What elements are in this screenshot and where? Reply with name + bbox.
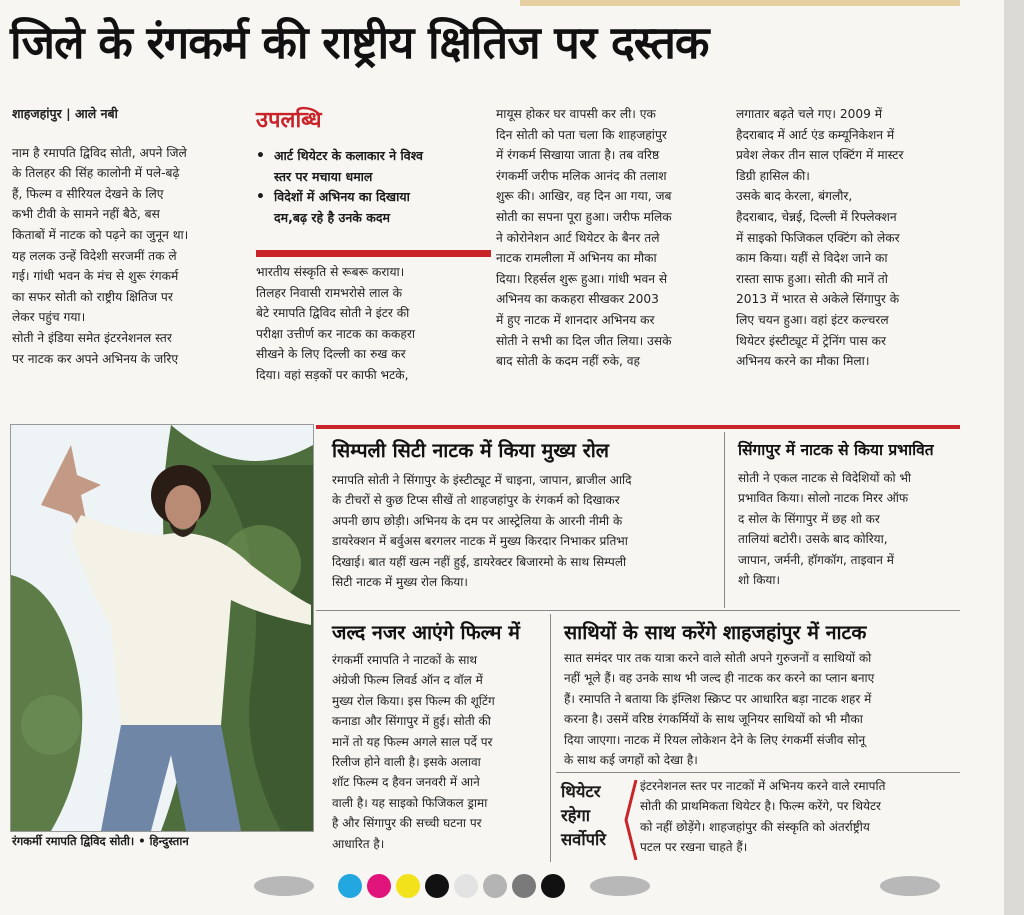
text-line: रमापति सोती ने सिंगापुर के इंस्टीट्यूट में चाइना, जापान, ब्राजील आदि <box>332 473 632 487</box>
text-line: दिया। वहां सड़कों पर काफी भटके, <box>256 367 409 382</box>
text-line: मानें तो यह फिल्म अगले साल पर्दे पर <box>332 734 493 749</box>
simple-city-title: सिम्पली सिटी नाटक में किया मुख्य रोल <box>332 439 609 462</box>
text-line: डायरेक्शन में बर्वुअस बरगलर नाटक में मुख्य किरदार निभाकर प्रतिभा <box>332 534 628 549</box>
text-line: अपनी छाप छोड़ी। अभिनय के दम पर आस्ट्रेलिया के आरनी नीमी के <box>332 513 623 528</box>
section-rule <box>316 425 960 429</box>
text-line: हैदराबाद में आर्ट एंड कम्यूनिकेशन में <box>736 127 895 142</box>
bullet-item: • विदेशों में अभिनय का दिखाया दम,बढ़ रहे है उनके कदम <box>256 189 410 225</box>
bullet-item: • आर्ट थियेटर के कलाकार ने विश्व स्तर पर मचाया धमाल <box>256 148 423 184</box>
singapore-text <box>738 468 911 590</box>
text-line: में रंगकर्म सिखाया जाता है। तब वरिष्ठ <box>496 148 660 163</box>
column-3-text <box>496 104 672 372</box>
text-line: लगातार बढ़ते चले गए। 2009 में <box>736 107 883 121</box>
achievement-title: उपलब्धि <box>256 108 322 133</box>
text-line: को नहीं छोड़ेंगे। शाहजहांपुर की संस्कृति को अंतर्राष्ट्रीय <box>640 819 870 834</box>
text-line: गई। गांधी भवन के मंच से शुरू रंगकर्म <box>12 269 179 284</box>
text-line: तालियां बटोरी। उसके बाद कोरिया, <box>738 532 888 547</box>
text-line: नहीं भूले हैं। वह उनके साथ भी जल्द ही नाटक कर करने का प्लान बनाए <box>564 671 875 686</box>
registration-dot <box>396 874 420 898</box>
registration-dot <box>512 874 536 898</box>
actor-photo <box>10 424 314 832</box>
text-line: मुख्य रोल किया। इस फिल्म की शूटिंग <box>332 693 495 708</box>
film-text <box>332 650 495 854</box>
text-line: शो किया। <box>738 573 781 588</box>
text-line: का सफर सोती को राष्ट्रीय क्षितिज पर <box>12 289 173 304</box>
text-line: में हुए नाटक में शानदार अभिनय कर <box>496 312 655 327</box>
page-edge <box>1004 0 1024 915</box>
simple-city-text <box>332 470 632 592</box>
text-line: नाम है रमापति द्विविद सोती, अपने जिले <box>12 145 187 160</box>
text-line: बाद सोती के कदम नहीं रुके, वह <box>496 354 640 369</box>
text-line: रिलीज होने वाली है। इसके अलावा <box>332 755 481 770</box>
text-line: तिलहर निवासी रामभरोसे लाल के <box>256 285 402 300</box>
text-line: इंटरनेशनल स्तर पर नाटकों में अभिनय करने वाले रमापति <box>640 779 886 793</box>
text-line: दिन सोती को पता चला कि शाहजहांपुर <box>496 127 667 142</box>
text-line: नाटक रामलीला में अभिनय का मौका <box>496 251 657 266</box>
text-line: आधारित है। <box>332 836 385 851</box>
theatre-label: थियेटर रहेगा सर्वोपरि <box>561 782 606 849</box>
text-line: है और सिंगापुर की सच्ची घटना पर <box>332 816 482 831</box>
friends-title: साथियों के साथ करेंगे शाहजहांपुर में नाटक <box>564 621 867 644</box>
text-line: पर नाटक कर अपने अभिनय के जरिए <box>12 351 179 366</box>
text-line: मायूस होकर घर वापसी कर ली। एक <box>496 107 656 121</box>
theatre-quote-text <box>640 776 885 858</box>
text-line: रंगकर्मी रमापति ने नाटकों के साथ <box>332 653 478 667</box>
text-line: हैं। रमापति ने बताया कि इंग्लिश स्क्रिप्ट पर आधारित बड़ा नाटक शहर में <box>564 691 872 706</box>
text-line: यह ललक उन्हें विदेशी सरजमीं तक ले <box>12 248 177 263</box>
text-line: रास्ता साफ हुआ। सोती की मानें तो <box>736 271 888 286</box>
singapore-title: सिंगापुर में नाटक से किया प्रभावित <box>738 441 934 459</box>
text-line: अभिनय का ककहरा सीखकर 2003 <box>496 292 659 307</box>
column-1-text <box>12 143 188 370</box>
column-divider <box>550 614 551 862</box>
text-line: रंगकर्मी जरीफ मलिक आनंद की तलाश <box>496 168 667 183</box>
text-line: किताबों में नाटक को पढ़ने का जुनून था। <box>12 227 189 242</box>
text-line: सात समंदर पार तक यात्रा करने वाले सोती अपने गुरुजनों व साथियों को <box>564 651 872 665</box>
text-line: हैदराबाद, चेन्नई, दिल्ली में रिफ्लेक्शन <box>736 209 897 224</box>
text-line: लिए चयन हुआ। वहां इंटर कल्चरल <box>736 312 889 327</box>
text-line: सोती ने एकल नाटक से विदेशियों को भी <box>738 471 912 485</box>
text-line: शुरू की। आखिर, वह दिन आ गया, जब <box>496 189 672 204</box>
text-line: जापान, जर्मनी, हॉगकॉग, ताइवान में <box>738 552 894 567</box>
headline: जिले के रंगकर्म की राष्ट्रीय क्षितिज पर दस्तक <box>10 16 709 69</box>
accent-bar <box>256 250 491 257</box>
registration-dot <box>367 874 391 898</box>
text-line: भारतीय संस्कृति से रूबरू कराया। <box>256 265 405 279</box>
text-line: परीक्षा उत्तीर्ण कर नाटक का ककहरा <box>256 326 416 341</box>
text-line: हैं, फिल्म व सीरियल देखने के लिए <box>12 186 164 201</box>
text-line: बेटे रमापति द्विविद सोती ने इंटर की <box>256 306 410 321</box>
text-line: द सोल के सिंगापुर में छह शो कर <box>738 511 880 526</box>
text-line: के तिलहर की सिंह कालोनी में पले-बढ़े <box>12 166 180 181</box>
registration-dot <box>425 874 449 898</box>
text-line: दिया जाएगा। नाटक में रियल लोकेशन देने के लिए रंगकर्मी संजीव सोनू <box>564 732 866 747</box>
text-line: वाली है। यह साइको फिजिकल ड्रामा <box>332 795 488 810</box>
row-divider <box>316 610 960 611</box>
achievement-bullets <box>256 146 423 228</box>
text-line: लेकर पहुंच गया। <box>12 310 86 325</box>
text-line: सोती की प्राथमिकता थियेटर है। फिल्म करेंगे, पर थियेटर <box>640 799 881 814</box>
column-divider <box>724 432 725 608</box>
registration-marks <box>0 868 1004 915</box>
text-line: प्रवेश लेकर तीन साल एक्टिंग में मास्टर <box>736 148 904 163</box>
row-divider <box>556 772 960 773</box>
text-line: डिग्री हासिल की। <box>736 168 810 183</box>
text-line: अभिनय करने का मौका मिला। <box>736 354 870 369</box>
column-2-text <box>256 262 415 386</box>
text-line: दिया। रिहर्सल शुरू हुआ। गांधी भवन से <box>496 271 668 286</box>
byline: शाहजहांपुर | आले नबी <box>12 106 118 121</box>
top-rule <box>520 0 960 6</box>
text-line: करना है। उसमें वरिष्ठ रंगकर्मियों के साथ जूनियर साथियों को भी मौका <box>564 712 863 727</box>
text-line: कनाडा और सिंगापुर में हुई। सोती की <box>332 714 491 729</box>
registration-dot <box>454 874 478 898</box>
registration-dot <box>338 874 362 898</box>
text-line: पटल पर रखना चाहते हैं। <box>640 840 748 855</box>
text-line: सिटी नाटक में मुख्य रोल किया। <box>332 575 468 590</box>
text-line: थियेटर इंस्टीट्यूट में ट्रेनिंग पास कर <box>736 333 886 348</box>
text-line: सीखने के लिए दिल्ली का रुख कर <box>256 347 406 362</box>
text-line: प्रभावित किया। सोलो नाटक मिरर ऑफ <box>738 491 909 506</box>
column-1 <box>12 104 188 369</box>
friends-text <box>564 648 874 770</box>
registration-dot <box>541 874 565 898</box>
text-line: के टीचरों से कुछ टिप्स सीखें तो शाहजहांपुर के रंगकर्म को दिखाकर <box>332 493 620 508</box>
text-line: अंग्रेजी फिल्म लिवर्ड ऑन द वॉल में <box>332 673 483 688</box>
text-line: कभी टीवी के सामने नहीं बैठे, बस <box>12 207 160 222</box>
text-line: ने कोरोनेशन आर्ट थियेटर के बैनर तले <box>496 230 660 245</box>
text-line: दिखाई। बात यहीं खत्म नहीं हुई, डायरेक्टर बिजारमो के साथ सिम्पली <box>332 554 627 569</box>
film-title: जल्द नजर आएंगे फिल्म में <box>332 621 520 644</box>
photo-caption: रंगकर्मी रमापति द्विविद सोती। • हिन्दुस्तान <box>12 834 189 848</box>
text-line: में साइको फिजिकल एक्टिंग को लेकर <box>736 230 900 245</box>
column-4-text <box>736 104 904 372</box>
registration-dot <box>483 874 507 898</box>
text-line: सोती ने सभी का दिल जीत लिया। उसके <box>496 333 672 348</box>
text-line: उसके बाद केरला, बंगलौर, <box>736 189 853 204</box>
text-line: 2013 में भारत से अकेले सिंगापुर के <box>736 292 900 307</box>
text-line: शॉट फिल्म द हैवन जनवरी में आने <box>332 775 480 790</box>
text-line: काम किया। यहीं से विदेश जाने का <box>736 251 888 266</box>
text-line: सोती ने इंडिया समेत इंटरनेशनल स्तर <box>12 330 172 345</box>
quote-slash <box>622 780 640 860</box>
text-line: सोती का सपना पूरा हुआ। जरीफ मलिक <box>496 209 672 224</box>
text-line: के साथ कई जगहों को देखा है। <box>564 753 698 768</box>
